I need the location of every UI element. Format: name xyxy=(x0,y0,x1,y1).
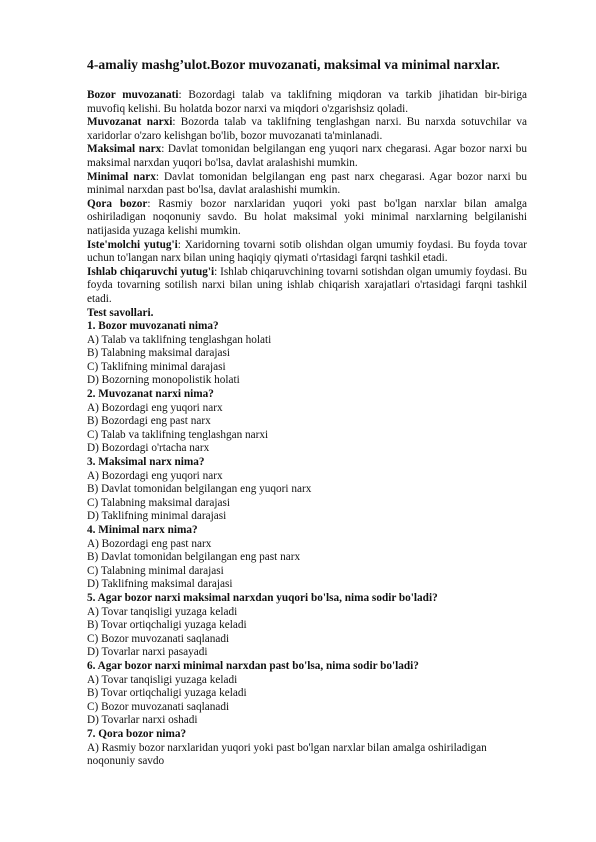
question-text: 6. Agar bozor narxi minimal narxdan past bo'lsa, nima sodir bo'ladi? xyxy=(87,659,419,672)
definition-paragraph xyxy=(87,266,527,307)
answer-option: D) Tovarlar narxi oshadi xyxy=(87,714,198,727)
answer-option: C) Talabning maksimal darajasi xyxy=(87,496,231,509)
answer-option: B) Tovar ortiqchaligi yuzaga keladi xyxy=(87,619,247,632)
definition-term: Muvozanat narxi xyxy=(87,116,173,129)
answer-option: B) Tovar ortiqchaligi yuzaga keladi xyxy=(87,687,247,700)
answer-option: A) Bozordagi eng yuqori narx xyxy=(87,401,223,414)
answer-option: A) Rasmiy bozor narxlaridan yuqori yoki past bo'lgan narxlar bilan amalga oshiriladigan noqonuniy savdo xyxy=(87,741,487,768)
answer-option: C) Bozor muvozanati saqlanadi xyxy=(87,632,230,645)
definition-paragraph xyxy=(87,116,527,143)
question-text: 2. Muvozanat narxi nima? xyxy=(87,388,214,401)
answer-option: D) Bozordagi o'rtacha narx xyxy=(87,442,210,455)
answer-option: D) Taklifning maksimal darajasi xyxy=(87,578,233,591)
question-text: 3. Maksimal narx nima? xyxy=(87,456,205,469)
answer-option: A) Tovar tanqisligi yuzaga keladi xyxy=(87,673,238,686)
definition-text: : Ishlab chiqaruvchining tovarni sotishdan olgan umumiy foydasi. Bu foyda tovarning sotilish narxi bilan uning ishlab chiqarish xarajatlari o'rtasidagi farqni tashkil etadi. xyxy=(87,265,527,305)
definition-text: : Bozordagi talab va taklifning miqdoran va tarkib jihatidan bir-biriga muvofiq kelishi. Bu holatda bozor narxi va miqdori o'zgarishsiz qoladi. xyxy=(87,89,527,115)
definition-term: Minimal narx xyxy=(87,170,156,183)
answer-option: C) Bozor muvozanati saqlanadi xyxy=(87,700,230,713)
definition-term: Iste'molchi yutug'i xyxy=(87,238,178,251)
answer-option: C) Taklifning minimal darajasi xyxy=(87,360,226,373)
definition-text: : Bozorda talab va taklifning tenglashgan narxi. Bu narxda sotuvchilar va xaridorlar o'zaro kelishgan bo'lib, bozor muvozanati ta'minlanadi. xyxy=(87,116,528,142)
definition-paragraph xyxy=(87,143,527,170)
definition-paragraph xyxy=(87,239,527,266)
definition-text: : Davlat tomonidan belgilangan eng yuqori narx chegarasi. Agar bozor narxi bu maksimal narxdan yuqori bo'lsa, davlat aralashishi mumkin. xyxy=(87,143,527,169)
answer-option: D) Tovarlar narxi pasayadi xyxy=(87,646,208,659)
definition-text: : Rasmiy bozor narxlaridan yuqori yoki past bo'lgan narxlar bilan amalga oshiriladigan noqonuniy savdo. Bu holat maksimal yoki minimal narxlarning belgilanishi natijasida yuzaga kelishi mumkin. xyxy=(87,197,527,237)
answer-option: B) Bozordagi eng past narx xyxy=(87,415,211,428)
definition-term: Maksimal narx xyxy=(87,143,162,156)
question-text: 5. Agar bozor narxi maksimal narxdan yuqori bo'lsa, nima sodir bo'ladi? xyxy=(87,591,438,604)
answer-option: A) Tovar tanqisligi yuzaga keladi xyxy=(87,605,238,618)
answer-option: A) Bozordagi eng past narx xyxy=(87,537,212,550)
answer-option: B) Davlat tomonidan belgilangan eng yuqori narx xyxy=(87,483,312,496)
test-heading: Test savollari. xyxy=(87,306,154,319)
question-text: 7. Qora bozor nima? xyxy=(87,727,187,740)
question-text: 4. Minimal narx nima? xyxy=(87,524,198,536)
definition-term: Qora bozor xyxy=(87,197,148,210)
question-text: 1. Bozor muvozanati nima? xyxy=(87,320,219,333)
definition-term: Bozor muvozanati xyxy=(87,89,179,101)
definition-paragraph xyxy=(87,198,527,239)
answer-option: B) Talabning maksimal darajasi xyxy=(87,347,231,360)
answer-option: D) Taklifning minimal darajasi xyxy=(87,510,227,523)
answer-option: A) Talab va taklifning tenglashgan holati xyxy=(87,333,272,346)
document-page xyxy=(87,56,527,769)
questions-section xyxy=(87,320,527,769)
document-title: 4-amaliy mashg’ulot.Bozor muvozanati, maksimal va minimal narxlar. xyxy=(87,57,501,72)
definition-text: : Xaridorning tovarni sotib olishdan olgan umumiy foydasi. Bu foyda tovar uchun to'langan narx bilan uning haqiqiy qiymati o'rtasidagi farqni tashkil etadi. xyxy=(87,238,527,265)
definition-paragraph xyxy=(87,89,527,116)
answer-option: C) Talab va taklifning tenglashgan narxi xyxy=(87,428,269,441)
definition-text: : Davlat tomonidan belgilangan eng past narx chegarasi. Agar bozor narxi bu minimal narxdan past bo'lsa, davlat aralashishi mumkin. xyxy=(87,170,527,197)
answer-option: C) Talabning minimal darajasi xyxy=(87,564,224,577)
definition-paragraph xyxy=(87,171,527,198)
definition-term: Ishlab chiqaruvchi yutug'i xyxy=(87,265,215,278)
answer-option: D) Bozorning monopolistik holati xyxy=(87,374,240,387)
answer-option: A) Bozordagi eng yuqori narx xyxy=(87,469,223,482)
answer-option: B) Davlat tomonidan belgilangan eng past narx xyxy=(87,551,301,564)
definitions-section xyxy=(87,89,527,307)
